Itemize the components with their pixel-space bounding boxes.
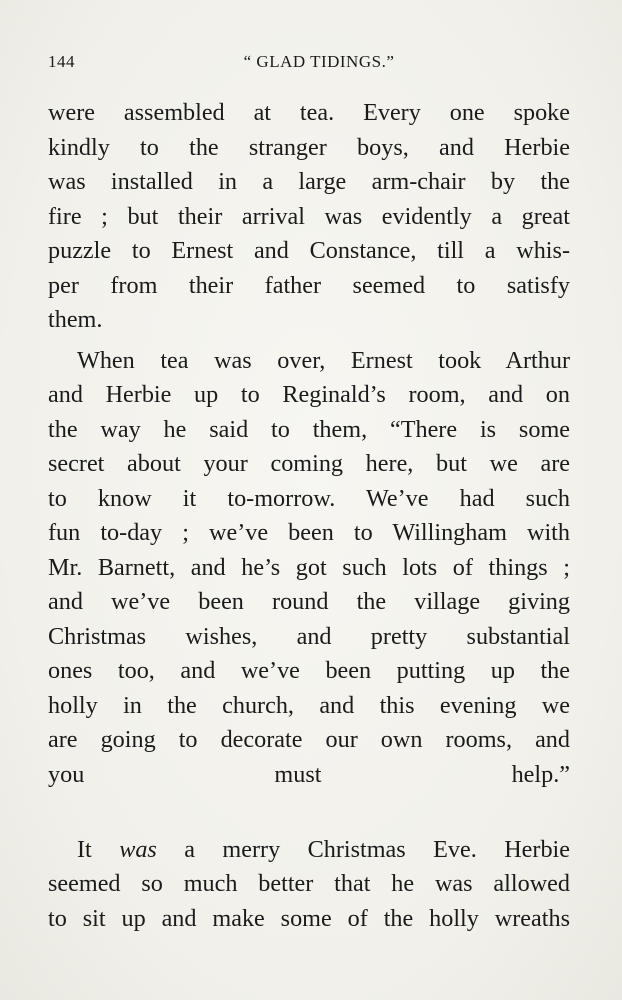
text-line: and we’ve been round the village giving: [48, 588, 570, 615]
text-line: were assembled at tea. Every one spoke: [48, 99, 570, 126]
text-line: fire ; but their arrival was evidently a great: [48, 202, 570, 230]
text-line: are going to decorate our own rooms, and: [48, 726, 570, 753]
text-line: seemed so much better that he was allowed: [48, 870, 570, 897]
text-line: holly in the church, and this evening we: [48, 691, 570, 719]
text-line: fun to-day ; we’ve been to Willingham with: [48, 519, 570, 546]
text-line: ones too, and we’ve been putting up the: [48, 657, 570, 684]
text-line: [48, 792, 570, 827]
text-run: It: [77, 835, 120, 863]
text-line: secret about your coming here, but we are: [48, 450, 570, 477]
text-line: and Herbie up to Reginald’s room, and on: [48, 381, 570, 408]
paragraph-2: [48, 344, 570, 827]
text-run: a merry Christmas Eve. Herbie: [156, 835, 570, 863]
running-head: “ GLAD TIDINGS.”: [243, 52, 395, 71]
text-line: was installed in a large arm-chair by the: [48, 168, 570, 195]
text-line: to sit up and make some of the holly wreaths: [48, 904, 570, 932]
text-line: the way he said to them, “There is some: [48, 415, 570, 443]
text-line: Christmas wishes, and pretty substantial: [48, 622, 570, 650]
italic-emphasis: was: [119, 835, 157, 863]
paragraph-3: [48, 833, 570, 937]
text-line: per from their father seemed to satisfy: [48, 271, 570, 299]
text-line: Mr. Barnett, and he’s got such lots of things ;: [48, 553, 570, 581]
text-line: puzzle to Ernest and Constance, till a whis-: [48, 237, 570, 264]
text-line: them.: [48, 306, 103, 333]
paragraph-1: [48, 96, 570, 338]
page-header: [48, 52, 570, 76]
text-line: kindly to the stranger boys, and Herbie: [48, 133, 570, 161]
text-line: [48, 833, 570, 868]
text-line: When tea was over, Ernest took Arthur: [77, 346, 570, 374]
text-line: you must help.”: [48, 760, 570, 788]
page-number: 144: [48, 52, 75, 71]
text-line: to know it to-morrow. We’ve had such: [48, 484, 570, 512]
body-text: [48, 96, 570, 936]
